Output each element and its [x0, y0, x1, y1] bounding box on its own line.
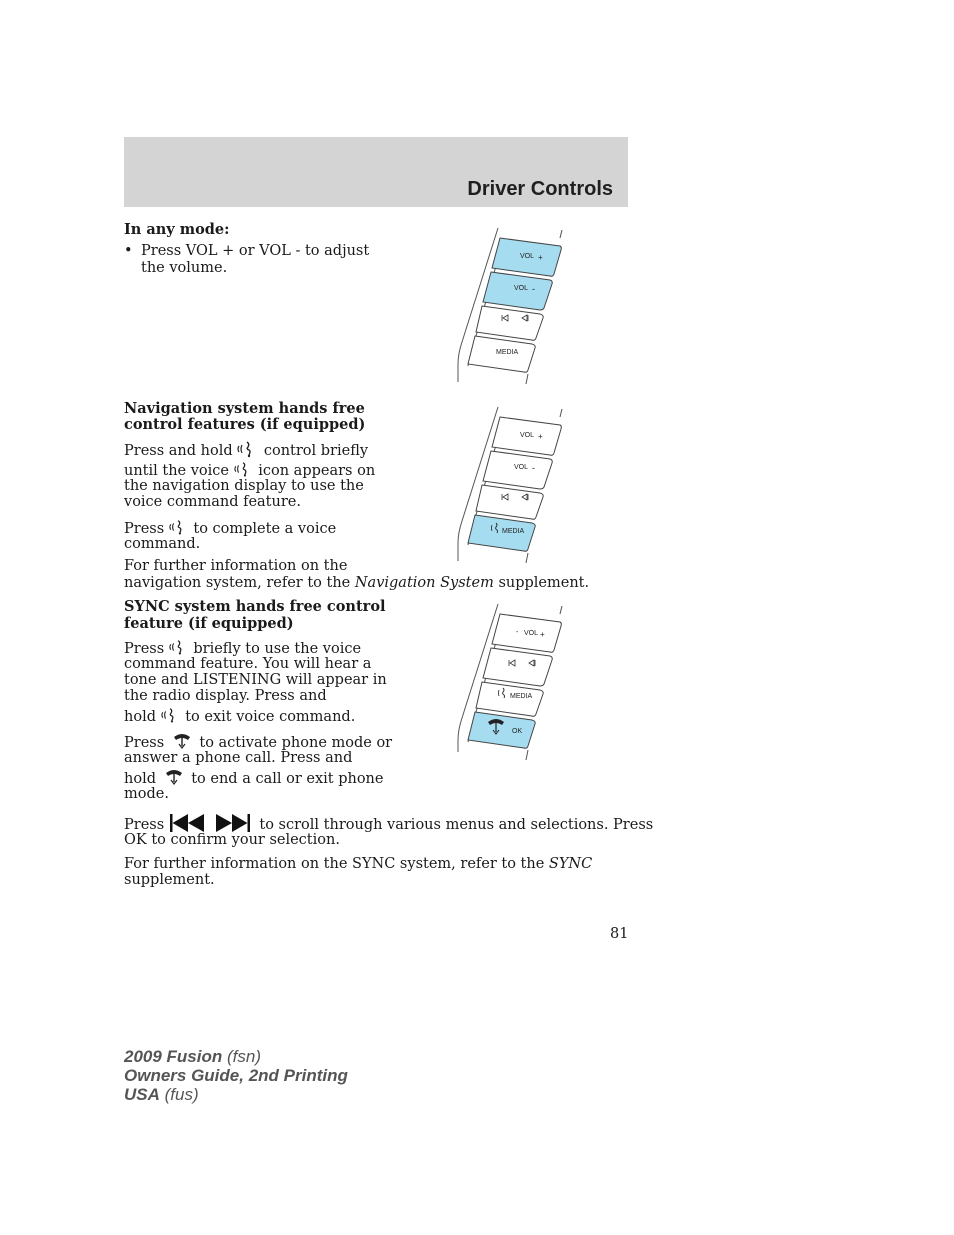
footer-edition: Owners Guide, 2nd Printing: [124, 1066, 348, 1085]
text: control briefly: [263, 443, 369, 459]
nav-para1-line1: [124, 440, 368, 460]
voice-icon: [161, 706, 181, 724]
seek-back-icon: [170, 814, 204, 832]
sync-reference: SYNC: [548, 856, 593, 872]
footer-model: 2009 Fusion: [124, 1047, 223, 1066]
sync-para4-line1: [124, 856, 592, 873]
steering-control-panel-navigation: [452, 403, 572, 567]
text: Press: [124, 817, 165, 833]
nav-heading-line1: Navigation system hands free: [124, 400, 365, 417]
sync-para3-line1: [124, 813, 653, 834]
minus-label: -: [532, 284, 535, 294]
nav-para2-line1: [124, 518, 336, 538]
voice-icon: [169, 518, 189, 536]
nav-para1-line3: the navigation display to use the: [124, 478, 364, 494]
sync-para3-line2: OK to confirm your selection.: [124, 832, 340, 848]
seek-forward-icon: [216, 814, 250, 832]
vol-label: VOL: [514, 464, 529, 471]
nav-system-reference: Navigation System: [354, 575, 494, 591]
seek-button: [483, 648, 552, 686]
footer-market: USA: [124, 1085, 160, 1104]
text: Press: [124, 735, 165, 751]
text: to activate phone mode or: [199, 735, 393, 751]
sync-para2-line4: mode.: [124, 786, 169, 802]
sync-para1-line3: tone and LISTENING will appear in: [124, 672, 387, 688]
sync-para1-line1: [124, 638, 361, 658]
sync-para2-line3: [124, 768, 383, 788]
sync-para4-line2: supplement.: [124, 872, 215, 888]
vol-label: VOL: [524, 630, 539, 637]
sync-heading-line2: feature (if equipped): [124, 615, 294, 632]
nav-para1-line4: voice command feature.: [124, 494, 301, 510]
seek-button: [476, 306, 543, 340]
text: navigation system, refer to the: [124, 575, 351, 591]
bullet-text-cont: the volume.: [141, 260, 228, 276]
sync-para2-line1: [124, 732, 392, 752]
media-label: MEDIA: [496, 349, 519, 356]
text: to scroll through various menus and selections. Press: [259, 817, 654, 833]
minus-label: -: [532, 463, 535, 473]
nav-para1-line2: [124, 460, 375, 480]
vol-label: VOL: [520, 432, 535, 439]
sync-para2-line2: answer a phone call. Press and: [124, 750, 353, 766]
sync-para1-line4: the radio display. Press and: [124, 688, 327, 704]
footer-market-code: (fus): [164, 1085, 199, 1104]
seek-button: [476, 485, 543, 519]
phone-ok-button: [468, 712, 535, 748]
any-mode-heading: In any mode:: [124, 221, 230, 238]
text: until the voice: [124, 463, 230, 479]
text: hold: [124, 771, 156, 787]
phone-icon: [169, 732, 195, 750]
voice-icon: [234, 460, 254, 478]
plus-label: +: [538, 253, 543, 262]
text: icon appears on: [258, 463, 376, 479]
seek-arrows-icon: [169, 813, 255, 833]
text: to exit voice command.: [185, 709, 356, 725]
footer-line3: [124, 1085, 348, 1104]
text: to complete a voice: [193, 521, 337, 537]
nav-para2-line2: command.: [124, 536, 201, 552]
text: Press and hold: [124, 443, 233, 459]
sync-para1-line2: command feature. You will hear a: [124, 656, 372, 672]
vol-label: VOL: [520, 253, 535, 260]
footer-line1: [124, 1047, 348, 1066]
bullet-dot: •: [124, 243, 133, 259]
steering-control-panel-volume: [452, 224, 572, 388]
text: to end a call or exit phone: [191, 771, 384, 787]
text: For further information on the SYNC system, refer to the: [124, 856, 545, 872]
nav-para3-line1: For further information on the: [124, 558, 348, 574]
plus-label: +: [538, 432, 543, 441]
vol-label: VOL: [514, 285, 529, 292]
any-mode-bullet: [124, 243, 369, 260]
text: Press: [124, 641, 165, 657]
section-title: Driver Controls: [467, 178, 613, 200]
nav-para3-line2: [124, 575, 589, 592]
sync-para1-line5: [124, 706, 355, 726]
page-number: 81: [610, 926, 629, 942]
ok-label: OK: [512, 728, 523, 735]
voice-icon: [169, 638, 189, 656]
document-footer: [124, 1047, 348, 1104]
steering-control-panel-sync: [452, 600, 572, 764]
media-label: MEDIA: [510, 693, 533, 700]
footer-model-code: (fsn): [227, 1047, 261, 1066]
text: supplement.: [498, 575, 590, 591]
media-label: MEDIA: [502, 528, 525, 535]
footer-line2: [124, 1066, 348, 1085]
text: hold: [124, 709, 156, 725]
text: Press: [124, 521, 165, 537]
plus-label: +: [540, 630, 545, 639]
sync-heading-line1: SYNC system hands free control: [124, 598, 386, 615]
bullet-text: Press VOL + or VOL - to adjust: [141, 243, 370, 259]
minus-label: -: [516, 629, 519, 636]
voice-icon: [237, 440, 259, 458]
section-header-band: [124, 137, 628, 207]
phone-icon: [161, 768, 187, 786]
text: briefly to use the voice: [193, 641, 362, 657]
nav-heading-line2: control features (if equipped): [124, 416, 366, 433]
